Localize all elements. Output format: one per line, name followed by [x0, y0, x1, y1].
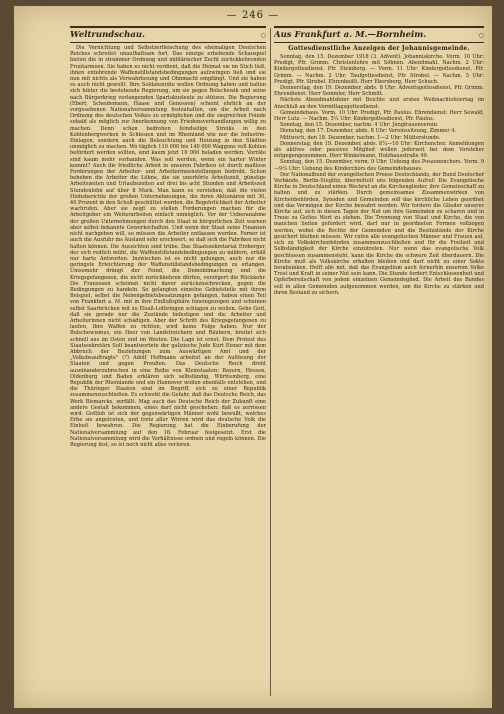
notice-paragraph: Sonntag, den 15. Dezember 1918 (3. Advent). Johanniskirche. Vorm. 10 Uhr: Predigt, Pfr. Grimm. Christenlehre mit Söhnen. Abendmahl. Nachm. 2 Uhr: Kindergottesdienst. Pfr. Steinberg. — Vorm. 11 Uhr: Kindergottesdienst, Pfr. Grimm. — Nachm. 2 Uhr: Taufgottesdienst, Pfr. Strobel. — Nachm. 5 Uhr: Predigt, Pfr. Strobel. Ehrenbeißt. Herr Ebersberg, Herr Schuch.	[274, 54, 484, 85]
column-divider	[270, 28, 271, 696]
local-news-title: Aus Frankfurt a. M.—Bornheim.	[274, 30, 427, 40]
notice-paragraph: Sonntag, den 15. Dezember, nachm. 4 Uhr: Jungfrauenverein.	[280, 122, 439, 129]
notice-paragraph: Mittwoch, den 18. Dezember, nachm. 1—2 Uhr: Mütterstunde.	[280, 134, 441, 141]
newspaper-page	[14, 6, 492, 708]
circle-marker-icon: ○	[260, 31, 266, 39]
world-review-column	[70, 26, 266, 698]
notice-paragraph: Dienstag, den 17. Dezember, abds. 8 Uhr: Vereinssitzung, Zimmer 4.	[280, 128, 457, 135]
church-notices-subtitle: Gottesdienstliche Anzeigen der Johannisgemeinde.	[288, 45, 470, 52]
notice-paragraph: Sonntag, den 15. Dezember, vorm. 9 Uhr: Uebung des Posaunenchors. Vorm. 9—9¼ Uhr: Uebung des Kinderchors des Gemeindehauses.	[274, 159, 484, 172]
world-review-text: Die Vernichtung und Selbstzerfleischung des ehemaligen Deutschen Reiches schreitet unaufhaltsam fort. Das einzige erhebende Schauspiel bieten die in strammer Ordnung und militärischer Zucht zurückkehrenden Frontarmeen. Sie haben es nicht verdient, daß die Heimat sie im Stich ließ, ihnen entehrende Waffenstillstandsbedingungen aufzwingen ließ und sie nun mit nichts als Verwahrlosung und Ohnmacht empfängt. Und sie haben es auch nicht gewollt. Ihre Soldatenräte wollen Ordnung haben und halten sich hinter die bestehende Regierung, um sie gegen Bolschewik und seine nach Bürgerkrieg verlangenden Spartakusleute zu stützen. Die Regierung (Ebert, Scheidemann, Haase und Genossen) scheint ehrlich an der vorgesehenen Nationalversammlung festzuhalten, um die Arbeit nach Ordnung des deutschen Volkes zu ermöglichen und die siegreichen Feinde sobald als möglich zur Anerkennung von Friedensverhandlungen willig zu machen. Denn schon bedrohen feindselige Streiks in den Kohlenbergwerken in Schlesien und im Rheinland wie nur die Industrie-Einlagen, sondern auch die Beleuchtung und Heizung in den Städten unmöglich zu machen. Wo täglich 110 000 bis 140 000 Waggons voll Kohlen befördert werden sollten, sind kaum jetzt 10 000 beladen werden. Vorräte sind kaum mehr vorhanden. Was soll werden, wenn ein harter Winter kommt? Auch die friedliche Arbeit in unseren Fabriken ist durch maßlose Forderungen der Arbeiter- und Arbeiterinnenstellungen bedroht. Schon beheben die Arbeiter die Löhne, die sie unerhörte Arbeitszeit, günstige Arbeitszeiten und Urlaubszeiten auf drei bis acht Stunden und Arbeitszeit Stundenlohn auf über 8 Mark. Man kann es verstehen, daß die vielen Hiobsberichte der großen Unternehmungen, die ihren Aktionären mit 30, 40 Prozent in den Schoß geschüttet worden, die Begehrlichkeit der Arbeiter wachrufen. Aber sie zeigt zu stellen Forderungen machen für die Arbeitgeber ein Weiterarbeiten einfach unmöglich. Vor der Ueberanahme der großen Unternehmungen durch den Staat in bürgerlichen Zeit warnen aber selbst bekannte Gewerkschaften. Und wenn der Staat seine Finanzen nicht nachgeben will, so müssen die Arbeiter entlassen werden. Ferner ist auch die Ausfuhr ins Ausland sehr erschwert, so daß sich die Fabriken nicht halten können. Die Aussichten sind trübe. Das Staatssekretariat Erzberger, der sich redlich müht, die Waffenstillstandsbedingungen zu mildern, erhält nur harte Antworten. Inzwischen ist es nicht gelungen, auch nur die geringste Erleichterung der Waffenstillstandsbedingungen zu erlangen. Umsomehr drängt der Feind, die Demobilmachung und die Kriegsgefangenen, die nicht zurückkehren dürfen, verzögert die Rückkehr. Die Franzosen scheinen nicht davor zurückzuschrecken, gegen die Bedingungen zu handeln. So gelangten einzelne Gebietsteile mit ihrem Beispiel, selbst die Nebengebietsbesatzungen gefangen, haben einen Teil von Frankfurt a. M. mit in ihre Einflußsphäre hineingezogen und scheinen selbst Saarbrücken mit zu Elsaß-Lothringen schlagen zu wollen. Gehe Gott, daß sie gerade nur die Zustände befestigen und die Arbeiter und Arbeiterinnen nicht schädigen. Aber der Schritt des Kriegsgefangenen zu laufen, Ihre Waffen zu richten, wird keine Folge haben. Nur der Bolschewismus, ein Heer von Landstreichern und Räubern, breitet sich schnell aus im Osten und im Westen. Die Lage ist ernst. Dem Protest des Staatssekretärs Solf beantwortete der galizische Jude Kurt Eisner mit dem Abbruch der Beziehungen zum Auswärtigen Amt und der „Volksbeauftragte" (?) Adolf Hoffmann arbeitet an der Auflösung der Staaten und gegen Preußen. Das Deutsche Reich droht auseinanderzubrechen in eine Reihe von Kleinstaaten: Bayern, Hessen, Oldenburg und Baden erklären sich selbständig, Württemberg, eine Republik der Rheinlande und ein Hannover wollen ebenfalls entstehen, und die Thüringer Staaten sind im Begriff, sich zu einer Republik zusammenzuschließen. Es schwebt die Gefahr, daß das Deutsche Reich, das Werk Bismarcks, zerfällt. Mag auch das Deutsche Reich der Zukunft eine andere Gestalt bekommen, eines darf nicht geschehen: daß es zerrissen wird. Gottlob ist sich der gegenwärtigen Männer wohl bewußt, welches Erbe sie angetreten, und trotz aller Wirren wird das deutsche Volk die Einheit bewahren. Die Regierung hat die Einberufung der Nationalversammlung auf den 16. Februar festgesetzt. Erst die Nationalversammlung wird die Verhältnisse ordnen und regeln können. Die Regierung fest, so ist noch nicht alles verloren.	[70, 45, 266, 448]
appeal-paragraph: Der Nationalbund der evangelischen Presse Deutschlands, der Bund Deutscher Verbände, Berlin-Steglitz, übermittelt uns folgenden Aufruf: Die Evangelische Kirche in Deutschland einen Weckruf an die Kirchenglieder, ihre Gemeinschaft zu halten und zu stärken. Durch gemeinsames Zusammenwirken von Kirchenbehörden, Synoden und Gemeinden soll das kirchliche Leben geordnet und das Vermögen der Kirche bewahrt werden. Wir fordern die Glieder unserer Kirche auf, sich in diesen Tagen der Not um ihre Gemeinden zu scharen und in Treue zu Gottes Wort zu stehen. Die Trennung von Staat und Kirche, die von manchen Seiten gefordert wird, darf nur in geordneten Formen vollzogen werden, wobei die Rechte der Gemeinden und die Besitzstände der Kirche gesichert bleiben müssen. Wir rufen alle evangelischen Männer und Frauen auf, sich zu Volkskirchenbünden zusammenzuschließen und für die Freiheit und Selbständigkeit der Kirche einzutreten. Nur wenn das evangelische Volk geschlossen zusammensteht, kann die Kirche die schwere Zeit überdauern. Die Kirche muß als Volkskirche erhalten bleiben und darf nicht zu einer Sekte herabsinken. Helft alle mit, daß das Evangelium auch fernerhin unserem Volke Trost und Kraft in seiner Not sein kann. Die Stunde fordert Entschlossenheit und Opferbereitschaft von jedem einzelnen Gemeindeglied. Die Arbeit des Bundes soll in allen Gemeinden aufgenommen werden, um die Kirche zu stärken und ihren Bestand zu sichern.	[274, 171, 484, 296]
world-review-header	[70, 26, 266, 43]
notice-paragraph: Donnerstag, den 19. Dezember, abds. 8¼—10 Uhr: Kirchenchor. Anmeldungen als aktives oder passives Mitglied wollen jederzeit bei dem Vorsteher entgegengenommen. Herr Winkelmann, Holzhausstraße 49.	[274, 140, 484, 160]
page-number: — 246 —	[226, 10, 280, 21]
local-news-column	[274, 26, 484, 698]
local-news-header	[274, 26, 484, 43]
notice-paragraph: Nächste Abendmahlsfeier mit Beichte und ersten Weihnachtsfeiertag im Anschluß an den Vormittagsgottesdienst.	[274, 97, 484, 110]
notice-paragraph: Donnerstag, den 19. Dezember, abds. 8 Uhr: Adventsgottesdienst, Pfr. Grimm. Ehrendienst: Herr Semmler, Herr Schmitt.	[274, 85, 484, 98]
circle-marker-icon: ○	[478, 31, 484, 39]
world-review-title: Weltrundschau.	[70, 30, 145, 40]
notice-paragraph: Gemeindehaus. Vorm. 10 Uhr: Predigt, Pfr. Paulus. Ehrendienst: Herr Sewald, Herr Lutz. — Nachm. 5¼ Uhr: Kindergottesdienst, Pfr. Paulus.	[274, 109, 484, 123]
